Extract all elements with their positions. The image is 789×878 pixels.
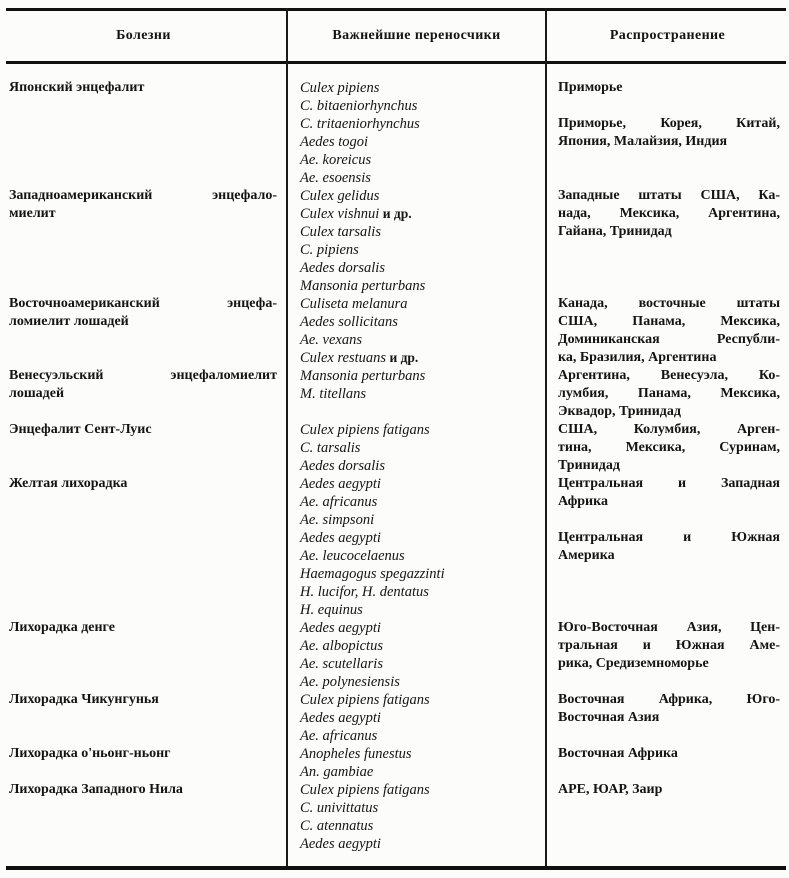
species-name: Aedes aegypti xyxy=(300,530,381,546)
text-line xyxy=(300,295,542,313)
text-line xyxy=(300,673,542,691)
disease-cell xyxy=(0,421,287,475)
table-row xyxy=(0,475,789,619)
text-line: Западноамериканский энцефало- xyxy=(9,188,277,203)
text-line xyxy=(300,259,542,277)
text-line: Японский энцефалит xyxy=(9,80,145,95)
vectors-cell xyxy=(287,295,546,367)
species-name: M. titellans xyxy=(300,386,367,402)
distribution-cell xyxy=(546,619,789,691)
distribution-cell xyxy=(546,421,789,475)
text-line xyxy=(300,205,542,223)
vectors-cell xyxy=(287,367,546,421)
text-line: Западные штаты США, Ка- xyxy=(558,188,780,203)
species-name: Ae. simpsoni xyxy=(300,512,375,528)
text-line xyxy=(300,781,542,799)
species-name: Ae. scutellaris xyxy=(300,656,383,672)
vectors-cell xyxy=(287,691,546,745)
text-line: тина, Мексика, Суринам, xyxy=(558,440,780,455)
text-line: Япония, Малайзия, Индия xyxy=(558,134,728,149)
table-row xyxy=(0,421,789,475)
text-line xyxy=(300,565,542,583)
disease-cell xyxy=(0,619,287,691)
distribution-cell xyxy=(546,781,789,853)
bottom-rule xyxy=(6,866,786,870)
text-line: ка, Бразилия, Аргентина xyxy=(558,350,717,365)
text-line xyxy=(300,151,542,169)
text-line xyxy=(300,133,542,151)
text-line: Доминиканская Республи- xyxy=(558,332,780,347)
text-line: миелит xyxy=(9,206,56,221)
table-row xyxy=(0,295,789,367)
text-line xyxy=(300,763,542,781)
distribution-cell xyxy=(546,295,789,367)
text-line: лумбия, Панама, Мексика, xyxy=(558,386,780,401)
species-name: Aedes dorsalis xyxy=(300,260,385,276)
species-name: Ae. koreicus xyxy=(300,152,372,168)
text-line xyxy=(300,709,542,727)
text-line xyxy=(300,691,542,709)
text-line: АРЕ, ЮАР, Заир xyxy=(558,782,663,797)
text-line: Восточная Азия xyxy=(558,710,660,725)
distribution-cell xyxy=(546,745,789,781)
text-line: Юго-Восточная Азия, Цен- xyxy=(558,620,780,635)
species-name: Aedes aegypti xyxy=(300,620,381,636)
text-line: ломиелит лошадей xyxy=(9,314,129,329)
species-name: Aedes aegypti xyxy=(300,836,381,852)
distribution-cell xyxy=(546,367,789,421)
vectors-cell xyxy=(287,745,546,781)
text-line xyxy=(300,799,542,817)
disease-cell xyxy=(0,367,287,421)
species-name: Haemagogus spegazzinti xyxy=(300,566,445,582)
species-name: Culex gelidus xyxy=(300,188,380,204)
species-name: C. pipiens xyxy=(300,242,359,258)
text-line: Лихорадка Западного Нила xyxy=(9,782,183,797)
species-name: Culex pipiens fatigans xyxy=(300,692,430,708)
text-line xyxy=(300,475,542,493)
text-line xyxy=(558,97,780,115)
species-name: Aedes aegypti xyxy=(300,710,381,726)
species-name: Ae. africanus xyxy=(300,728,378,744)
header-vectors: Важнейшие переносчики xyxy=(332,28,501,43)
text-line xyxy=(300,727,542,745)
header-separator-rule xyxy=(6,61,786,64)
species-name: Culex pipiens xyxy=(300,80,380,96)
text-line: нада, Мексика, Аргентина, xyxy=(558,206,780,221)
species-name: C. tarsalis xyxy=(300,440,361,456)
disease-cell xyxy=(0,295,287,367)
text-line xyxy=(558,511,780,529)
text-line: Африка xyxy=(558,494,608,509)
species-name: C. bitaeniorhynchus xyxy=(300,98,418,114)
text-line xyxy=(300,745,542,763)
text-line xyxy=(300,241,542,259)
text-line: Канада, восточные штаты xyxy=(558,296,780,311)
text-line: Центральная и Южная xyxy=(558,530,780,545)
text-line xyxy=(300,187,542,205)
et-al-text: и др. xyxy=(386,350,419,365)
species-name: Aedes aegypti xyxy=(300,476,381,492)
text-line xyxy=(300,547,542,565)
text-line xyxy=(300,367,542,385)
disease-cell xyxy=(0,745,287,781)
text-line xyxy=(300,331,542,349)
species-name: Aedes sollicitans xyxy=(300,314,398,330)
text-line xyxy=(300,529,542,547)
text-line xyxy=(300,277,542,295)
text-line xyxy=(300,421,542,439)
text-line xyxy=(300,655,542,673)
species-name: Mansonia perturbans xyxy=(300,368,426,384)
text-line: Тринидад xyxy=(558,458,620,473)
text-line: Восточноамериканский энцефа- xyxy=(9,296,277,311)
distribution-cell xyxy=(546,187,789,295)
text-line xyxy=(300,817,542,835)
species-name: C. atennatus xyxy=(300,818,374,834)
distribution-cell xyxy=(546,691,789,745)
text-line: лошадей xyxy=(9,386,65,401)
text-line xyxy=(300,115,542,133)
text-line: Желтая лихорадка xyxy=(9,476,128,491)
text-line: Приморье, Корея, Китай, xyxy=(558,116,780,131)
species-name: Ae. esoensis xyxy=(300,170,371,186)
vectors-cell xyxy=(287,619,546,691)
distribution-cell xyxy=(546,475,789,619)
species-name: H. lucifor, H. dentatus xyxy=(300,584,429,600)
column-divider-1 xyxy=(286,8,288,866)
text-line xyxy=(300,439,542,457)
text-line: Приморье xyxy=(558,80,623,95)
vectors-cell xyxy=(287,781,546,853)
species-name: An. gambiae xyxy=(300,764,374,780)
text-line xyxy=(300,457,542,475)
text-line: Лихорадка Чикунгунья xyxy=(9,692,159,707)
text-line xyxy=(300,169,542,187)
text-line: Лихорадка денге xyxy=(9,620,115,635)
distribution-cell xyxy=(546,79,789,187)
table-row xyxy=(0,187,789,295)
species-name: Aedes dorsalis xyxy=(300,458,385,474)
text-line xyxy=(300,835,542,853)
text-line: Восточная Африка xyxy=(558,746,678,761)
header-diseases: Болезни xyxy=(116,28,171,43)
text-line: Эквадор, Тринидад xyxy=(558,404,681,419)
species-name: Aedes togoi xyxy=(300,134,369,150)
species-name: H. equinus xyxy=(300,602,363,618)
species-name: C. univittatus xyxy=(300,800,379,816)
species-name: Ae. leucocelaenus xyxy=(300,548,405,564)
disease-cell xyxy=(0,691,287,745)
species-name: Culex pipiens fatigans xyxy=(300,782,430,798)
text-line xyxy=(300,385,542,403)
text-line: Энцефалит Сент-Луис xyxy=(9,422,152,437)
species-name: Anopheles funestus xyxy=(300,746,412,762)
et-al-text: и др. xyxy=(379,206,412,221)
text-line: Гайана, Тринидад xyxy=(558,224,672,239)
table-row xyxy=(0,745,789,781)
vectors-cell xyxy=(287,187,546,295)
text-line: Аргентина, Венесуэла, Ко- xyxy=(558,368,780,383)
table-header-row xyxy=(0,11,789,61)
vectors-cell xyxy=(287,475,546,619)
species-name: Culiseta melanura xyxy=(300,296,408,312)
disease-vector-table xyxy=(0,79,789,853)
text-line: Америка xyxy=(558,548,615,563)
disease-cell xyxy=(0,781,287,853)
text-line xyxy=(300,79,542,97)
table-row xyxy=(0,619,789,691)
text-line xyxy=(300,493,542,511)
table-row xyxy=(0,79,789,187)
species-name: Ae. vexans xyxy=(300,332,362,348)
vectors-cell xyxy=(287,79,546,187)
species-name: Culex vishnui xyxy=(300,206,380,222)
disease-cell xyxy=(0,187,287,295)
text-line: Лихорадка о'ньонг-ньонг xyxy=(9,746,171,761)
table-row xyxy=(0,781,789,853)
table-row xyxy=(0,691,789,745)
species-name: Culex restuans xyxy=(300,350,387,366)
text-line: Восточная Африка, Юго- xyxy=(558,692,780,707)
text-line: Венесуэльский энцефаломиелит xyxy=(9,368,277,383)
text-line xyxy=(300,619,542,637)
text-line: Центральная и Западная xyxy=(558,476,780,491)
text-line xyxy=(300,583,542,601)
disease-cell xyxy=(0,475,287,619)
text-line xyxy=(300,637,542,655)
species-name: C. tritaeniorhynchus xyxy=(300,116,420,132)
species-name: Culex tarsalis xyxy=(300,224,381,240)
species-name: Ae. africanus xyxy=(300,494,378,510)
text-line xyxy=(300,223,542,241)
text-line xyxy=(300,511,542,529)
header-distribution: Распространение xyxy=(609,28,726,43)
text-line: США, Панама, Мексика, xyxy=(558,314,780,329)
text-line: тральная и Южная Аме- xyxy=(558,638,780,653)
text-line xyxy=(300,97,542,115)
text-line xyxy=(300,601,542,619)
vectors-cell xyxy=(287,421,546,475)
text-line xyxy=(300,349,542,367)
table-row xyxy=(0,367,789,421)
species-name: Ae. albopictus xyxy=(300,638,383,654)
species-name: Ae. polynesiensis xyxy=(300,674,400,690)
text-line: США, Колумбия, Арген- xyxy=(558,422,780,437)
species-name: Mansonia perturbans xyxy=(300,278,426,294)
text-line xyxy=(300,313,542,331)
disease-cell xyxy=(0,79,287,187)
species-name: Culex pipiens fatigans xyxy=(300,422,430,438)
column-divider-2 xyxy=(545,8,547,866)
text-line: рика, Средиземноморье xyxy=(558,656,709,671)
